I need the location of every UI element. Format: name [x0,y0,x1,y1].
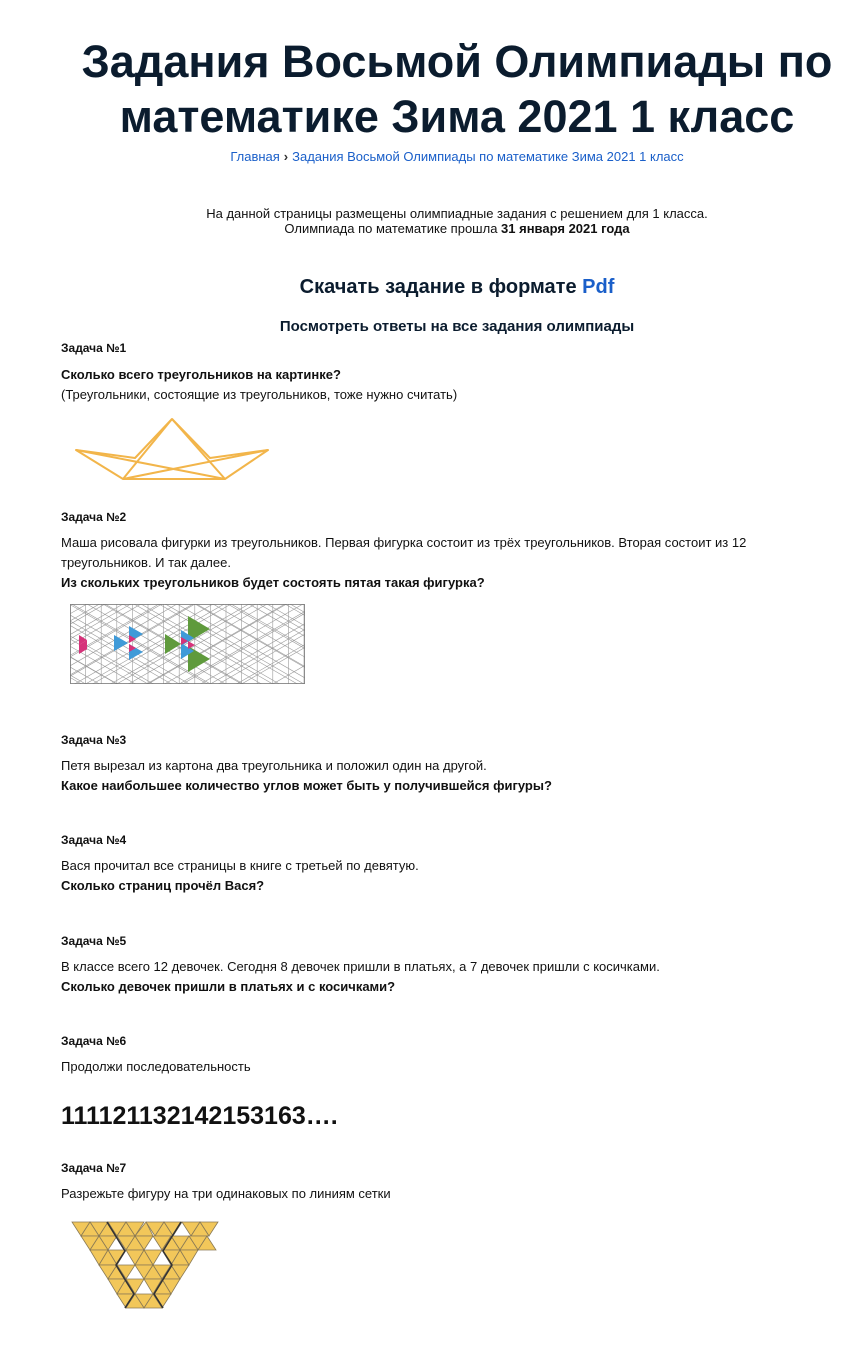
task-5-question: Сколько девочек пришли в платьях и с косичками? [61,979,396,994]
task-7-triangle-figure [70,1220,222,1310]
answers-link[interactable]: Посмотреть ответы на все задания олимпиады [279,318,635,335]
breadcrumb-current-link[interactable]: Задания Восьмой Олимпиады по математике Зима 2021 1 класс [292,149,684,164]
task-1-note: (Треугольники, состоящие из треугольников, тоже нужно считать) [61,387,458,402]
task-3-heading: Задача №3 [61,733,127,747]
figure-2-triangle [114,635,128,651]
task-7-heading: Задача №7 [61,1161,127,1175]
task-6-sequence: 111121132142153163…. [61,1102,338,1130]
page-title: Задания Восьмой Олимпиады по математике Зима 2021 1 класс [81,36,833,142]
task-5-text: В классе всего 12 девочек. Сегодня 8 девочек пришли в платьях, а 7 девочек пришли с косичками. [61,959,660,974]
task-6-text: Продолжи последовательность [61,1059,251,1074]
chevron-right-icon: › [283,149,289,164]
task-2-heading: Задача №2 [61,510,127,524]
intro-line-1: На данной страницы размещены олимпиадные задания с решением для 1 класса. [206,206,708,221]
task-1-heading: Задача №1 [61,341,127,355]
task-3-question: Какое наибольшее количество углов может быть у получившейся фигуры? [61,778,552,793]
task-4-heading: Задача №4 [61,833,127,847]
task-2-triangle-grid [70,604,305,684]
intro-date-prefix: Олимпиада по математике прошла [284,221,498,236]
download-text: Скачать задание в формате [299,276,577,298]
task-4-question: Сколько страниц прочёл Вася? [61,878,265,893]
figure-3-triangle [165,634,181,654]
breadcrumb-home-link[interactable]: Главная [230,149,280,164]
download-pdf-link[interactable]: Pdf [582,276,615,298]
task-4-text: Вася прочитал все страницы в книге с третьей по девятую. [61,858,419,873]
task-5-heading: Задача №5 [61,934,127,948]
task-2-question: Из скольких треугольников будет состоять пятая такая фигурка? [61,575,485,590]
intro-date: 31 января 2021 года [501,221,630,236]
task-1-question: Сколько всего треугольников на картинке? [61,367,341,382]
task-6-heading: Задача №6 [61,1034,127,1048]
task-7-text: Разрежьте фигуру на три одинаковых по линиям сетки [61,1186,391,1201]
task-3-text: Петя вырезал из картона два треугольника и положил один на другой. [61,758,487,773]
task-2-text: Маша рисовала фигурки из треугольников. Первая фигурка состоит из трёх треугольников. Вторая состоит из 12 треугольников. И так далее. [61,535,747,570]
